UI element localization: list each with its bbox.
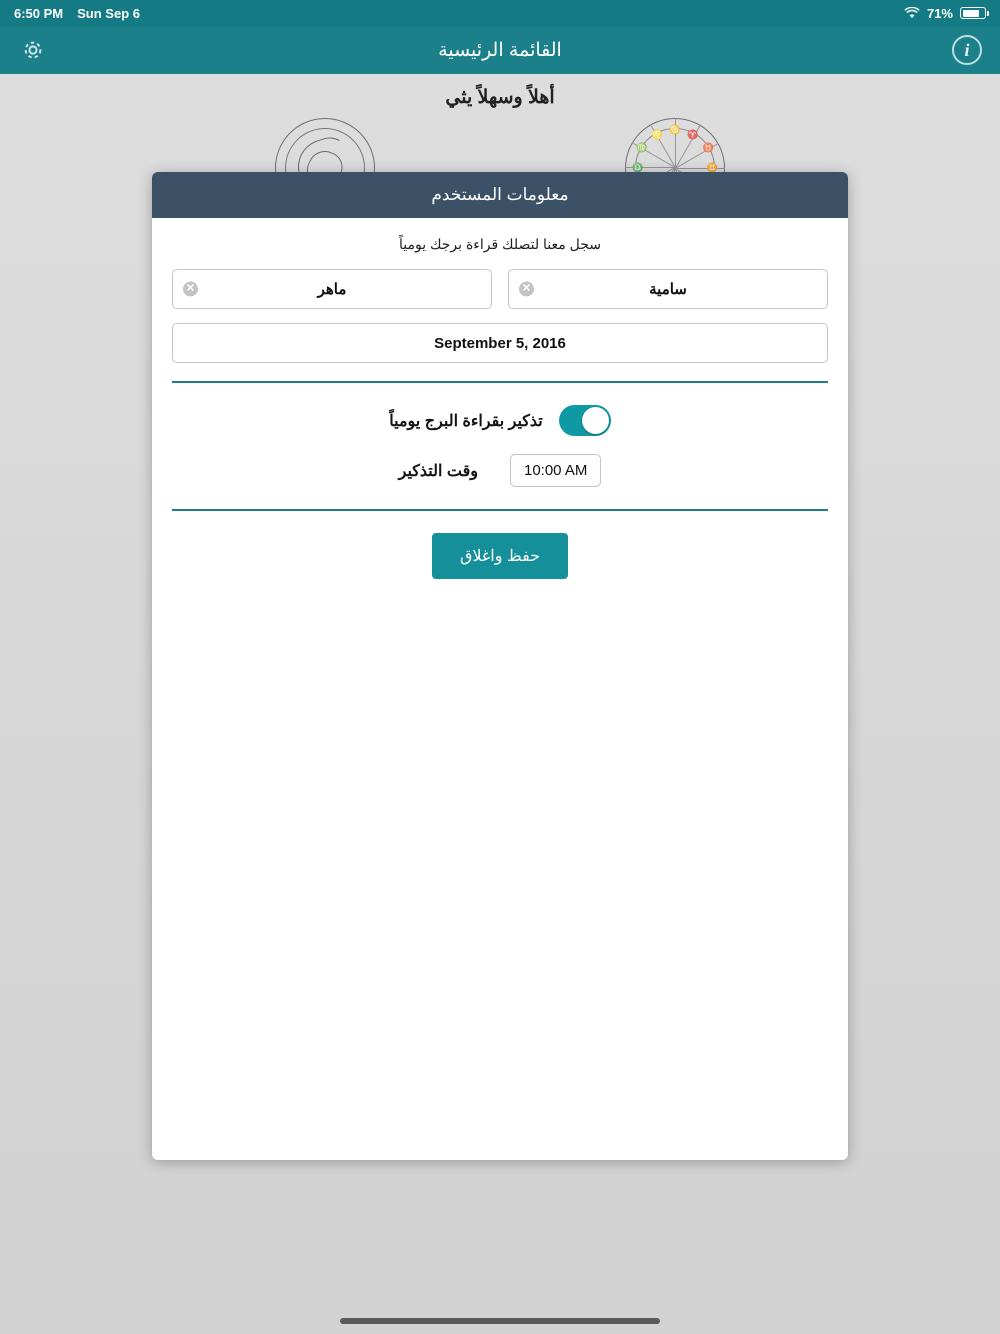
- info-icon[interactable]: i: [952, 35, 982, 65]
- modal-subtitle: سجل معنا لتصلك قراءة برجك يومياً: [398, 236, 602, 252]
- battery-percent: 71%: [926, 5, 953, 21]
- daily-reminder-label: تذكير بقراءة البرج يومياً: [389, 412, 543, 430]
- modal-title: معلومات المستخدم: [152, 172, 848, 218]
- page-title: القائمة الرئيسية: [438, 39, 562, 61]
- zodiac-glyph: ♋: [669, 124, 681, 135]
- modal-body: [152, 218, 848, 579]
- divider-top: [172, 381, 828, 383]
- reminder-time-row: [172, 454, 828, 487]
- welcome-text: أهلاً وسهلاً يثي: [445, 87, 555, 108]
- clear-circle-icon[interactable]: ✕: [183, 282, 198, 297]
- status-bar-left: [14, 6, 140, 21]
- user-info-modal: [152, 172, 848, 1160]
- zodiac-glyph: ♎: [632, 162, 644, 173]
- reminder-toggle-row: [172, 405, 828, 436]
- zodiac-glyph: ♍: [636, 142, 648, 153]
- nav-bar: [0, 26, 1000, 74]
- zodiac-glyph: ♊: [706, 162, 718, 173]
- divider-bottom: [172, 509, 828, 511]
- wifi-icon: [904, 7, 920, 19]
- status-time: 6:50 PM: [14, 5, 64, 21]
- status-bar-right: [904, 6, 986, 21]
- first-name-field[interactable]: [508, 269, 828, 309]
- clear-circle-icon[interactable]: ✕: [519, 282, 534, 297]
- reminder-time-field[interactable]: 10:00 AM: [510, 454, 601, 487]
- zodiac-glyph: ♌: [651, 129, 663, 140]
- reminder-time-label: وقت التذكير: [398, 462, 478, 480]
- home-indicator[interactable]: [340, 1318, 660, 1324]
- gear-icon[interactable]: [18, 35, 48, 65]
- status-bar: [0, 0, 1000, 26]
- daily-reminder-toggle[interactable]: [559, 405, 611, 436]
- save-and-close-button[interactable]: حفظ واغلاق: [432, 533, 568, 579]
- name-fields-row: [172, 269, 828, 309]
- save-button-wrap: [172, 533, 828, 579]
- last-name-value: ماهر: [317, 281, 347, 298]
- status-date: Sun Sep 6: [77, 5, 140, 21]
- zodiac-glyph: ♈: [687, 129, 699, 140]
- first-name-value: سامية: [649, 281, 687, 298]
- last-name-field[interactable]: [172, 269, 492, 309]
- birthdate-field[interactable]: September 5, 2016: [172, 323, 828, 363]
- zodiac-glyph: ♉: [702, 142, 714, 153]
- battery-icon: [960, 7, 986, 19]
